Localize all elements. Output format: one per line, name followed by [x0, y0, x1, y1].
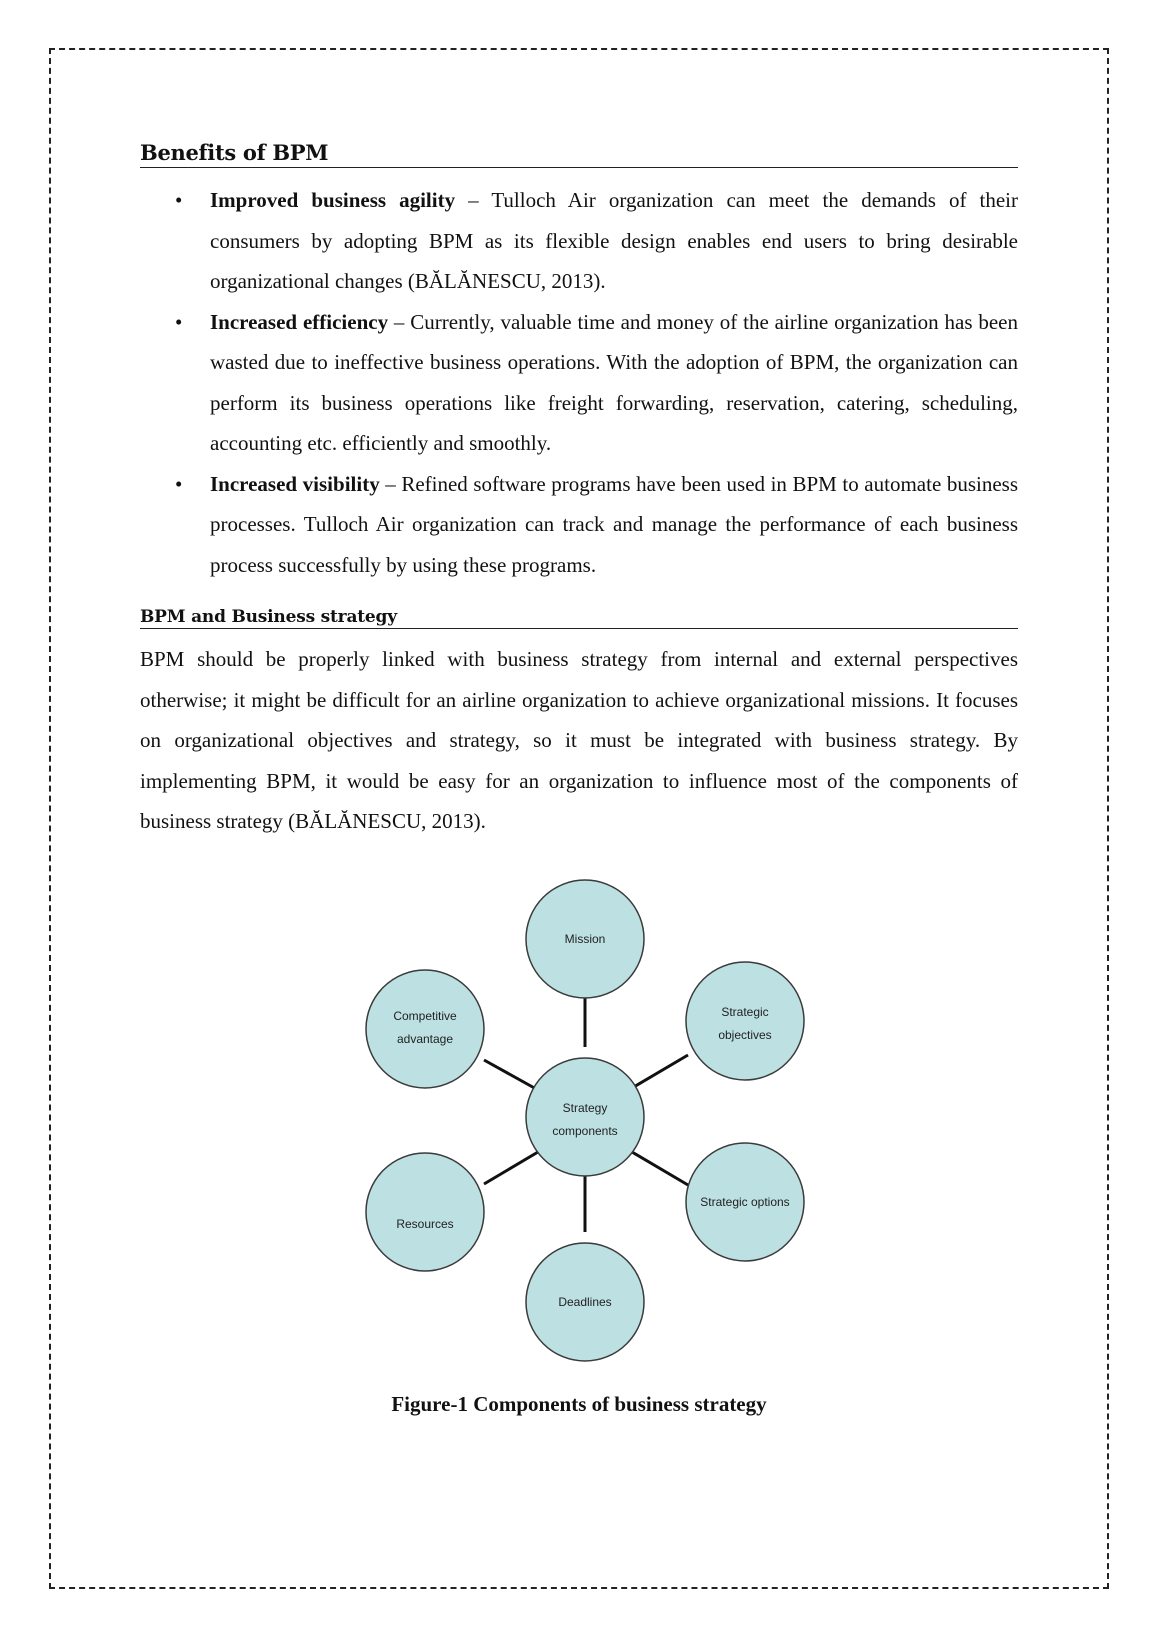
node-deadlines-label: Deadlines [558, 1295, 612, 1309]
node-center [526, 1058, 644, 1176]
benefit-title: Improved business agility [210, 188, 456, 212]
benefit-text: – Refined software programs have been used in BPM to automate business processes. Tulloch Air organization can track and manage the performance of each business process successfully by using these programs. [210, 471, 1018, 577]
node-competitive-advantage-line1: Competitive [393, 1009, 457, 1023]
node-center-line1: Strategy [562, 1101, 608, 1115]
node-competitive-advantage [366, 970, 484, 1088]
node-resources [366, 1153, 484, 1271]
benefit-title: Increased visibility [210, 471, 380, 496]
node-strategic-options [686, 1143, 804, 1261]
benefit-text: – Currently, valuable time and money of the airline organization has been wasted due to ineffective business operations. With the adoption of BPM, the organization can perform its business operations like freight forwarding, reservation, catering, scheduling, accounting etc. efficiently and smoothly. [210, 309, 1018, 455]
benefits-list [140, 180, 1018, 585]
figure-caption: Figure-1 Components of business strategy [391, 1392, 767, 1416]
list-item [140, 180, 1018, 302]
bullet-icon: • [175, 471, 183, 496]
strategy-diagram [140, 872, 1018, 1362]
connector-resources [484, 1152, 538, 1184]
document-body [140, 140, 1018, 842]
strategy-heading: BPM and Business strategy [140, 607, 1018, 629]
node-strategic-objectives [686, 962, 804, 1080]
bullet-icon: • [175, 188, 183, 212]
node-center-line2: components [552, 1124, 618, 1138]
node-competitive-advantage-line2: advantage [396, 1032, 454, 1046]
benefit-text: – Tulloch Air organization can meet the demands of their consumers by adopting BPM as its flexible design enables end users to bring desirable organizational changes (BĂLĂNESCU, 2013). [210, 188, 1018, 293]
diagram-svg [140, 872, 1018, 1362]
list-item [140, 464, 1018, 586]
strategy-paragraph: BPM should be properly linked with business strategy from internal and external perspectives otherwise; it might be difficult for an airline organization to achieve organizational missions. It focuses on organizational objectives and strategy, so it must be integrated with business strategy. By implementing BPM, it would be easy for an organization to influence most of the components of business strategy (BĂLĂNESCU, 2013). [140, 647, 1018, 833]
node-resources-label: Resources [396, 1217, 454, 1231]
node-mission-label: Mission [564, 932, 606, 946]
list-item [140, 302, 1018, 464]
benefits-heading: Benefits of BPM [140, 140, 1018, 168]
node-mission [526, 880, 644, 998]
connector-competitive-advantage [484, 1060, 538, 1090]
node-strategic-objectives-line1: Strategic [721, 1005, 769, 1019]
connector-strategic-objectives [632, 1055, 688, 1088]
node-strategic-options-label: Strategic options [700, 1195, 790, 1209]
node-strategic-objectives-line2: objectives [718, 1028, 772, 1042]
connector-strategic-options [632, 1152, 688, 1185]
strategy-section [140, 607, 1018, 842]
bullet-icon: • [175, 309, 183, 334]
benefit-title: Increased efficiency [210, 309, 389, 334]
node-deadlines [526, 1243, 644, 1361]
